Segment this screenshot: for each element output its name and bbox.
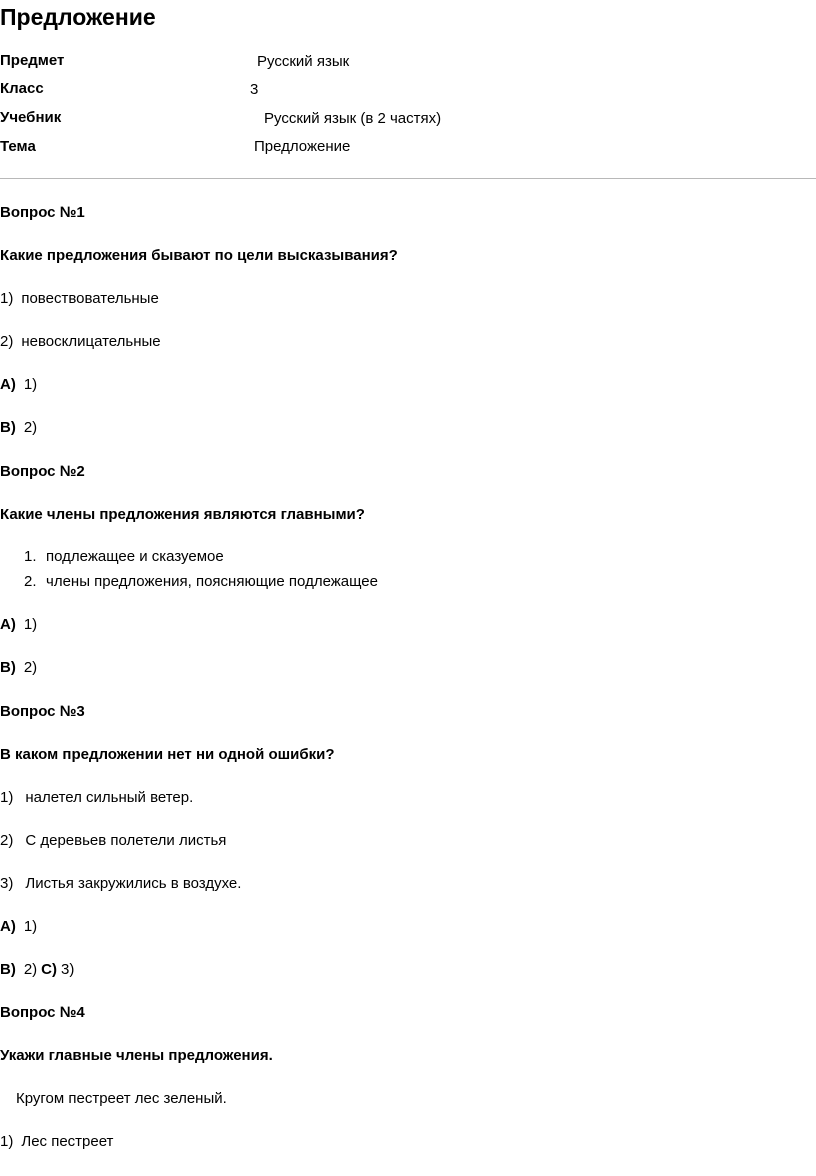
answer-value: 1) [23,376,38,393]
question-3-text: В каком предложении нет ни одной ошибки? [0,746,335,763]
answer-value: 2) [23,659,38,676]
question-3-option-1 [0,789,193,806]
meta-label-textbook: Учебник [0,109,62,126]
option-text: невосклицательные [21,333,161,350]
meta-label-grade: Класс [0,80,44,97]
option-text: Лес пестреет [21,1133,114,1150]
option-number: 1) [0,1133,14,1150]
option-number: 2. [24,573,37,590]
question-1-text: Какие предложения бывают по цели высказывания? [0,247,398,264]
question-2-text: Какие члены предложения являются главными? [0,506,365,523]
option-number: 3) [0,875,14,892]
meta-value-grade: 3 [250,81,259,98]
answer-value: 1) [23,918,38,935]
question-2-answer-a[interactable] [0,616,37,633]
question-2-option-1 [24,548,224,565]
meta-value-subject: Русский язык [257,53,350,70]
option-number: 2) [0,832,14,849]
question-1-heading: Вопрос №1 [0,204,85,221]
question-2-heading: Вопрос №2 [0,463,85,480]
option-number: 1. [24,548,37,565]
option-number: 1) [0,290,14,307]
option-number: 2) [0,333,14,350]
divider [0,178,816,179]
answer-letter: A) [0,376,16,393]
answer-value-c: 3) [61,961,75,978]
question-2-option-2 [24,573,378,590]
question-3-answer-b[interactable] [0,961,74,978]
page-title: Предложение [0,4,156,30]
answer-letter: A) [0,616,16,633]
question-3-heading: Вопрос №3 [0,703,85,720]
meta-value-textbook: Русский язык (в 2 частях) [264,110,442,127]
option-text: подлежащее и сказуемое [46,548,224,565]
option-text: налетел сильный ветер. [25,789,194,806]
question-1-option-2 [0,333,161,350]
meta-value-topic: Предложение [254,138,351,155]
meta-label-subject: Предмет [0,52,65,69]
question-1-option-1 [0,290,159,307]
question-4-text: Укажи главные члены предложения. [0,1047,273,1064]
option-text: члены предложения, поясняющие подлежащее [46,573,378,590]
answer-value: 1) [23,616,38,633]
question-2-answer-b[interactable] [0,659,37,676]
answer-letter: B) [0,659,16,676]
question-1-answer-a[interactable] [0,376,37,393]
option-text: С деревьев полетели листья [25,832,227,849]
answer-letter: A) [0,918,16,935]
question-4-sentence: Кругом пестреет лес зеленый. [16,1090,227,1107]
question-3-option-3 [0,875,241,892]
answer-value: 2) [23,419,38,436]
option-text: Листья закружились в воздухе. [25,875,242,892]
meta-label-topic: Тема [0,138,36,155]
option-text: повествовательные [21,290,159,307]
answer-letter: B) [0,419,16,436]
question-3-option-2 [0,832,226,849]
option-number: 1) [0,789,14,806]
question-1-answer-b[interactable] [0,419,37,436]
answer-letter-c[interactable]: C) [41,961,57,978]
answer-value: 2) [23,961,38,978]
question-4-heading: Вопрос №4 [0,1004,85,1021]
question-4-option-1 [0,1133,113,1150]
question-3-answer-a[interactable] [0,918,37,935]
answer-letter: B) [0,961,16,978]
